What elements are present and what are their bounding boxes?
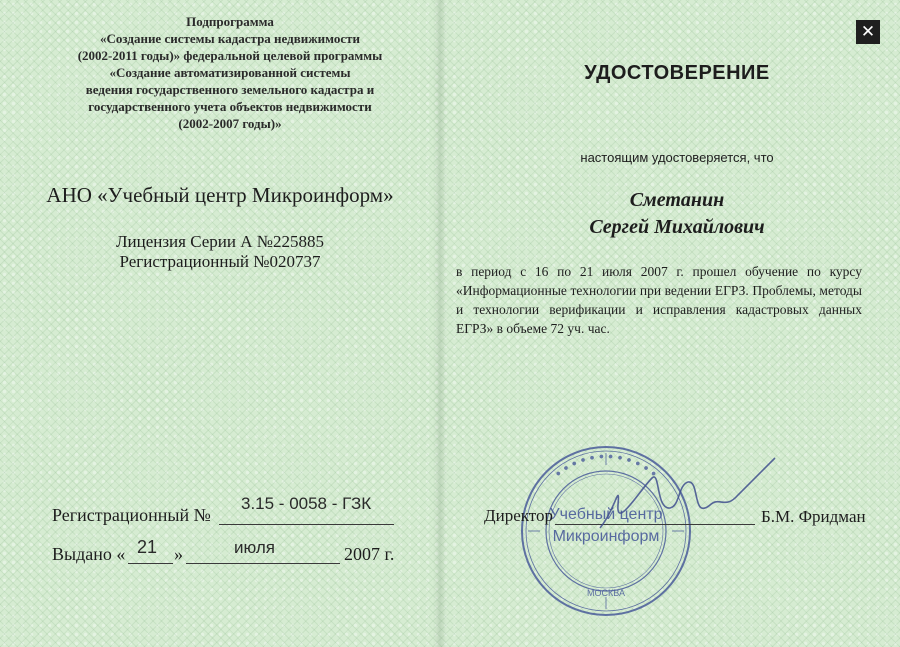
seal-line-2: Микроинформ (552, 528, 660, 545)
header-line: государственного учета объектов недвижимости (88, 99, 372, 114)
svg-text:• • • • • • • • • • • •: • • • • • • • • • • • • (551, 448, 661, 481)
surname: Сметанин (629, 189, 725, 211)
close-button[interactable] (856, 20, 880, 44)
issued-month: июля (234, 538, 275, 557)
director-name: Б.М. Фридман (761, 507, 866, 526)
director-signature (560, 450, 800, 550)
given-names: Сергей Михайлович (589, 216, 765, 238)
issued-year: 2007 г. (344, 544, 395, 564)
issued-day: 21 (137, 537, 158, 557)
organization-name: АНО «Учебный центр Микроинформ» (46, 183, 394, 207)
issued-day-line (128, 563, 173, 564)
reg-label: Регистрационный № (52, 505, 211, 525)
license-number: Лицензия Серии А №225885 (115, 232, 325, 251)
header-line: (2002-2011 годы)» федеральной целевой программы (77, 48, 383, 63)
close-icon: ✕ (860, 22, 876, 42)
header-line: ведения государственного земельного кадастра и (85, 82, 375, 97)
header-line: «Создание системы кадастра недвижимости (100, 31, 360, 46)
registration-number: Регистрационный №020737 (119, 252, 321, 271)
certify-text: настоящим удостоверяется, что (580, 150, 774, 165)
issued-month-line (186, 563, 340, 564)
issued-label: Выдано « (52, 544, 126, 564)
reg-number-value: 3.15 - 0058 - ГЗК (241, 494, 372, 513)
director-label: Директор (484, 506, 553, 525)
seal-city: МОСКВА (587, 588, 625, 598)
header-line: Подпрограмма (186, 14, 274, 29)
header-line: (2002-2007 годы)» (178, 116, 282, 131)
seal-line-1: Учебный центр (549, 506, 663, 523)
header-line: «Создание автоматизированной системы (109, 65, 351, 80)
reg-number-line (219, 524, 394, 525)
program-header (20, 13, 440, 132)
issued-quote: » (174, 544, 183, 564)
certificate-title: УДОСТОВЕРЕНИЕ (584, 62, 770, 84)
training-description: в период с 16 по 21 июля 2007 г. прошел обучение по курсу «Информационные технологии при ведении ЕГРЗ. Проблемы, методы и технологии верификации и исправления кадастровых данных ЕГРЗ» в объеме 72 уч. час. (456, 264, 862, 336)
